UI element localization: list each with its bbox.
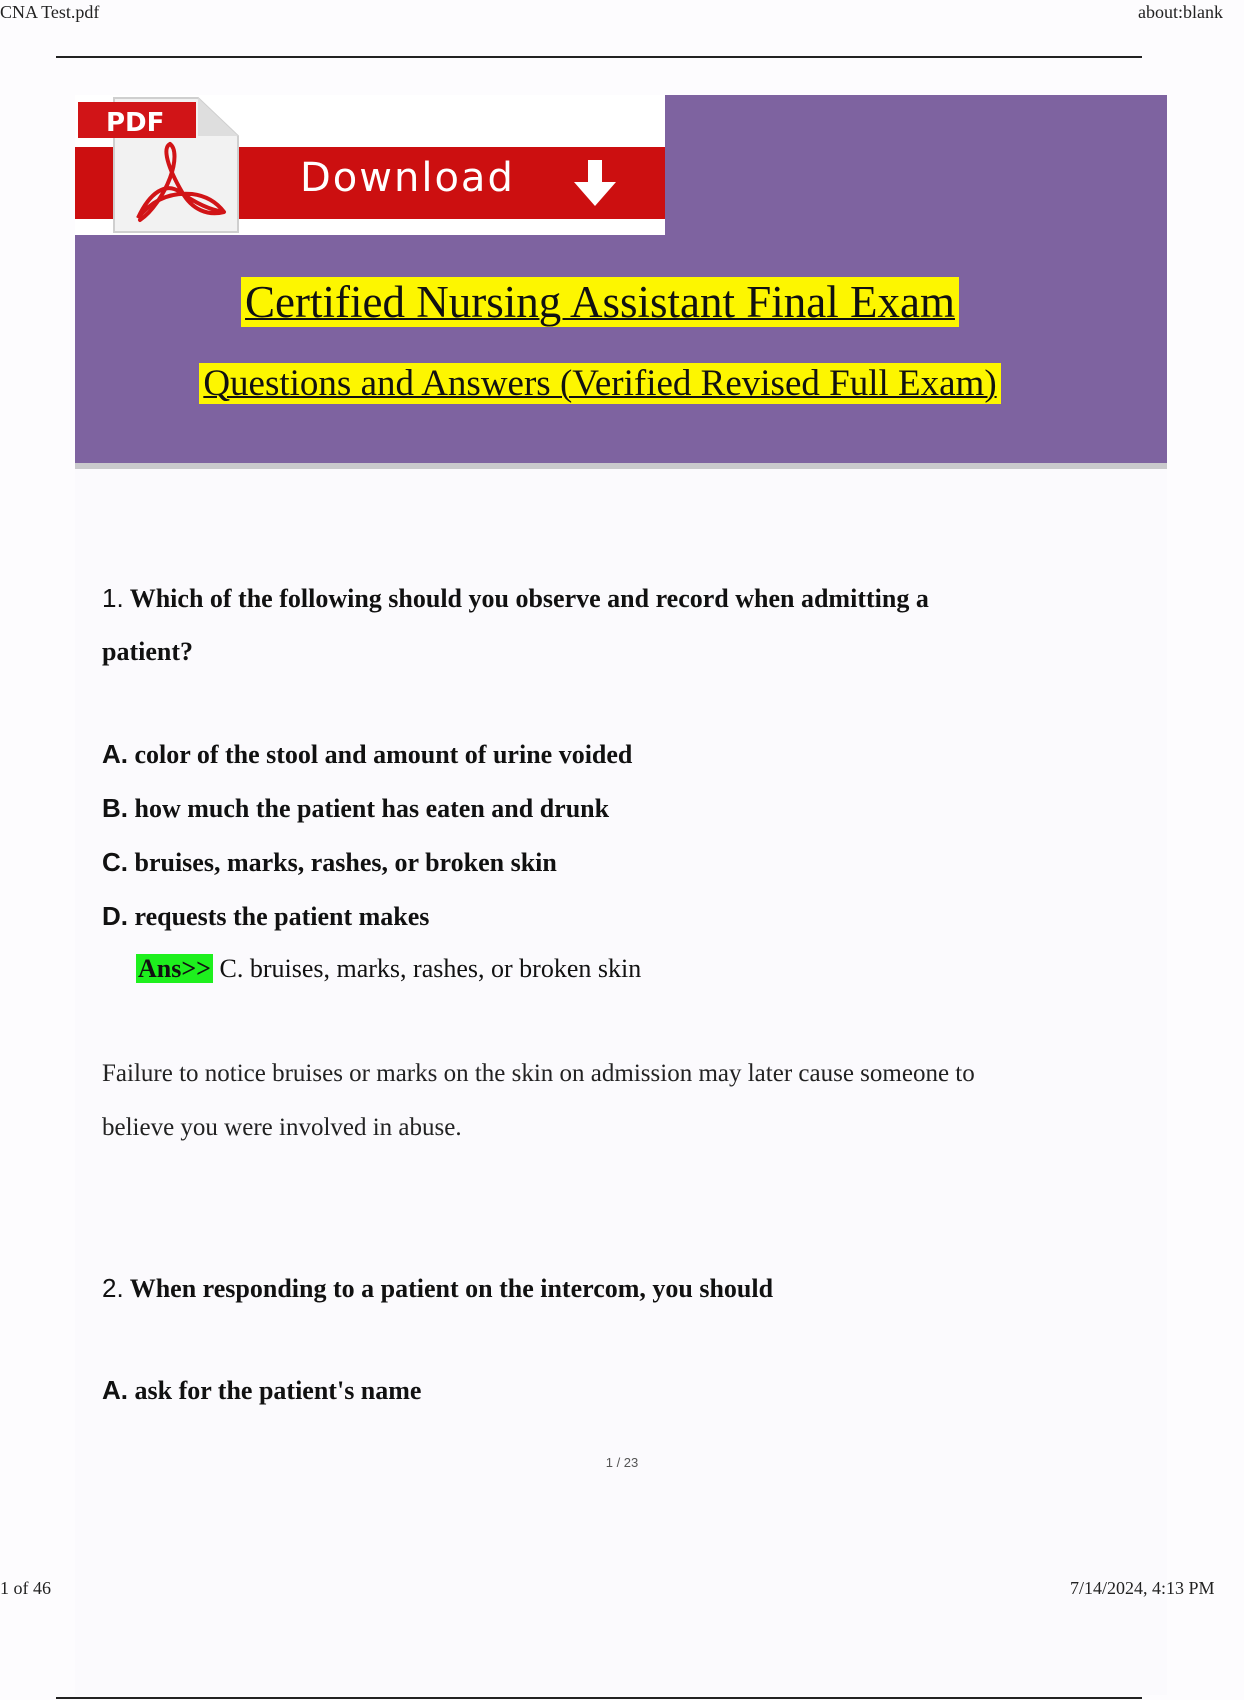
download-label[interactable]: Download [300, 155, 515, 201]
document-title: Certified Nursing Assistant Final Exam [0, 276, 1200, 328]
footer-rule [56, 1697, 1142, 1699]
option-b: B. how much the patient has eaten and drunk [102, 793, 610, 823]
question-number: 1. [102, 583, 124, 613]
option-a: A. ask for the patient's name [102, 1375, 422, 1405]
page-number: 1 / 23 [605, 1455, 639, 1470]
answer-tag: Ans>> [138, 954, 211, 983]
explanation-line-1: Failure to notice bruises or marks on the skin on admission may later cause someone to [102, 1060, 975, 1087]
question-text: Which of the following should you observe and record when admitting a [129, 584, 929, 613]
print-header-title: CNA Test.pdf [0, 2, 100, 22]
answer-line [136, 954, 641, 984]
option-d: D. requests the patient makes [102, 901, 430, 931]
question-1-line-1 [102, 583, 929, 614]
question-number: 2. [102, 1273, 124, 1303]
print-footer-page-count: 1 of 46 [0, 1578, 51, 1598]
question-text: When responding to a patient on the intercom, you should [129, 1274, 774, 1303]
header-rule [56, 56, 1142, 58]
document-subtitle: Questions and Answers (Verified Revised Full Exam) [0, 362, 1200, 405]
explanation-line-2: believe you were involved in abuse. [102, 1114, 462, 1141]
pdf-file-icon [78, 96, 243, 236]
print-header-url: about:blank [1138, 2, 1223, 22]
question-1-line-2: patient? [102, 637, 193, 666]
banner-divider [75, 463, 1167, 469]
option-a: A. color of the stool and amount of urine voided [102, 739, 633, 769]
download-arrow-icon[interactable] [572, 158, 618, 208]
option-c: C. bruises, marks, rashes, or broken skin [102, 847, 557, 877]
question-2-line-1 [102, 1273, 773, 1304]
answer-text: C. bruises, marks, rashes, or broken skin [219, 954, 642, 983]
pdf-badge-label: PDF [106, 108, 165, 138]
print-footer-timestamp: 7/14/2024, 4:13 PM [1070, 1578, 1215, 1598]
